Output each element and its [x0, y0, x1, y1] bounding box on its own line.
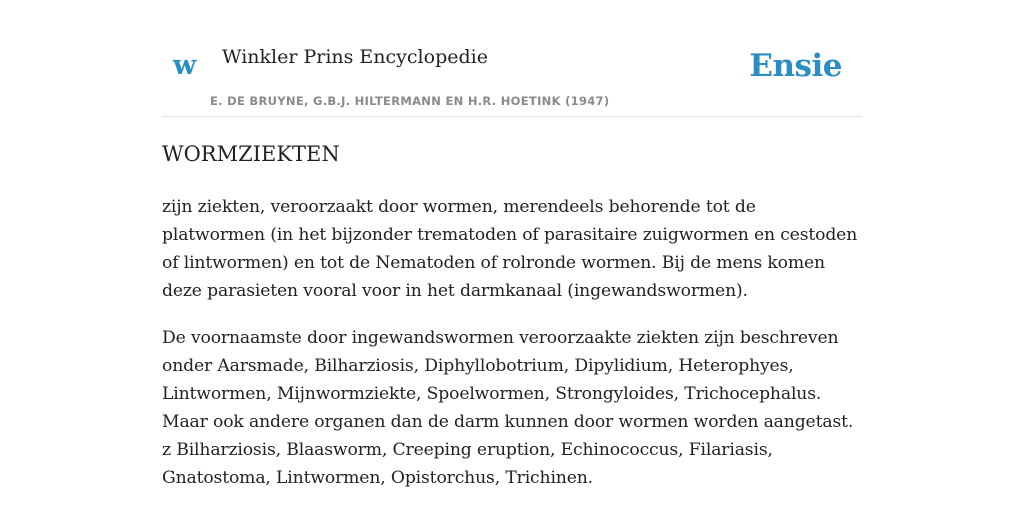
winkler-prins-logo[interactable]: w [173, 50, 197, 81]
paragraph-1: zijn ziekten, veroorzaakt door wormen, merendeels behorende tot de platwormen (in het bijzonder trematoden of parasitaire zuigwormen en cestoden of lintwormen) en tot de Nematoden of rolronde wormen. Bij de mens komen deze parasieten vooral voor in het darmkanaal (ingewandswormen). [162, 197, 858, 301]
authors-line: E. DE BRUYNE, G.B.J. HILTERMANN EN H.R. HOETINK (1947) [210, 94, 610, 108]
ensie-logo[interactable]: Ensie [749, 48, 842, 84]
header [162, 40, 862, 117]
paragraph-2: De voornaamste door ingewandswormen veroorzaakte ziekten zijn beschreven onder Aarsmade, Bilharziosis, Diphyllobotrium, Dipylidium, Heterophyes, Lintwormen, Mijnwormziekte, Spoelwormen, Strongyloides, Trichocephalus. Maar ook andere organen dan de darm kunnen door wormen worden aangetast. z Bilharziosis, Blaasworm, Creeping eruption, Echinococcus, Filariasis, Gnatostoma, Lintwormen, Opistorchus, Trichinen. [162, 328, 854, 488]
source-title[interactable]: Winkler Prins Encyclopedie [222, 46, 488, 68]
article-body [162, 193, 862, 511]
article-title: WORMZIEKTEN [162, 142, 340, 166]
